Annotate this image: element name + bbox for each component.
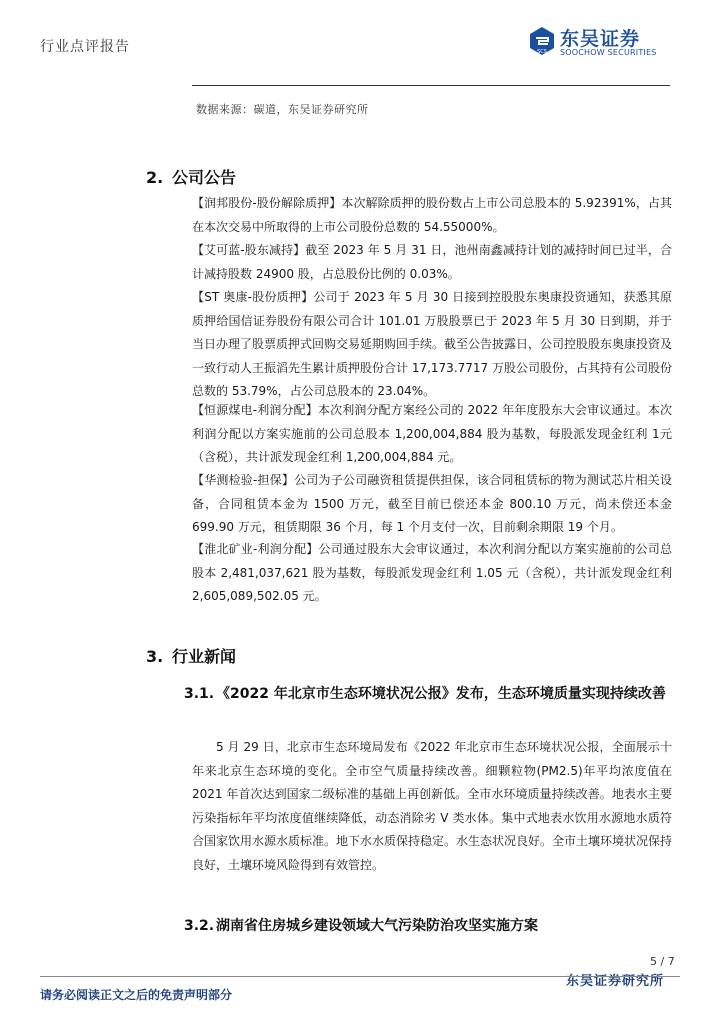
announcement-text: 本次利润分配方案经公司的 2022 年年度股东大会审议通过。本次利润分配以方案实施前的公司总股本 1,200,004,884 股为基数，每股派发现金红利 1元（含税），共计派发现金红利 1,200,004,884 元。 bbox=[192, 403, 672, 464]
section-number: 3. bbox=[146, 647, 164, 666]
section-2-heading bbox=[146, 165, 236, 188]
announcement-text: 截至 2023 年 5 月 31 日，池州南鑫减持计划的减持时间已过半，合计减持股数 24900 股，占总股份比例的 0.03%。 bbox=[192, 243, 672, 281]
announcement-tag: 【华测检验-担保】 bbox=[192, 473, 295, 487]
announcement-tag: 【恒源煤电-利润分配】 bbox=[192, 403, 318, 417]
logo-mark-text: SCS bbox=[537, 49, 547, 55]
section-title: 行业新闻 bbox=[172, 647, 237, 666]
section-number: 2. bbox=[146, 168, 164, 187]
announcement-text: 本次解除质押的股份数占上市公司总股本的 5.92391%，占其在本次交易中所取得的上市公司股份总数的 54.55000%。 bbox=[192, 196, 672, 234]
subsection-title: 湖南省住房城乡建设领域大气污染防治攻坚实施方案 bbox=[216, 918, 538, 934]
logo-chinese-name: 东吴证券 bbox=[560, 28, 641, 50]
data-source-note: 数据来源：碳道，东吴证券研究所 bbox=[196, 103, 369, 116]
announcement-text: 公司通过股东大会审议通过，本次利润分配以方案实施前的公司总股本 2,481,037,621 股为基数，每股派发现金红利 1.05 元（含税），共计派发现金红利 2,605,089,502.05 元。 bbox=[192, 542, 672, 603]
subsection-title: 《2022 年北京市生态环境状况公报》发布，生态环境质量实现持续改善 bbox=[216, 686, 666, 702]
announcement-tag: 【淮北矿业-利润分配】 bbox=[192, 542, 319, 556]
subsection-3-1-heading bbox=[184, 683, 674, 706]
section-3-heading bbox=[146, 644, 236, 667]
footer-disclaimer: 请务必阅读正文之后的免责声明部分 bbox=[40, 988, 233, 1002]
announcement-tag: 【ST 奥康-股份质押】 bbox=[192, 290, 314, 304]
logo-mark-icon bbox=[528, 26, 556, 56]
announcement-item bbox=[192, 286, 672, 404]
logo-english-name: SOOCHOW SECURITIES bbox=[560, 48, 657, 57]
subsection-number: 3.2. bbox=[184, 918, 215, 934]
subsection-number: 3.1. bbox=[184, 686, 215, 702]
announcement-item bbox=[192, 538, 672, 609]
announcement-item bbox=[192, 399, 672, 470]
announcement-item bbox=[192, 469, 672, 540]
company-logo bbox=[528, 24, 688, 60]
section-title: 公司公告 bbox=[172, 168, 237, 187]
announcement-item bbox=[192, 239, 672, 286]
news-body: 5 月 29 日，北京市生态环境局发布《2022 年北京市生态环境状况公报，全面展示十年来北京生态环境的变化。全市空气质量持续改善。细颗粒物(PM2.5)年平均浓度值在 2021 年首次达到国家二级标准的基础上再创新低。全市水环境质量持续改善。地表水主要污染指标年平均浓度值继续降低，动态消除劣 V 类水体。集中式地表水饮用水源地水质符合国家饮用水源水质标准。地下水水质保持稳定。水生态状况良好。全市土壤环境状况保持良好，土壤环境风险得到有效管控。 bbox=[192, 740, 673, 872]
subsection-3-2-heading bbox=[184, 915, 674, 938]
announcement-tag: 【润邦股份-股份解除质押】 bbox=[192, 196, 342, 210]
footer-institute: 东吴证券研究所 bbox=[566, 974, 665, 989]
footer-divider bbox=[40, 976, 680, 977]
header-divider bbox=[192, 85, 670, 86]
announcement-item bbox=[192, 192, 672, 239]
page-number: 5 / 7 bbox=[650, 955, 675, 968]
announcement-text: 公司于 2023 年 5 月 30 日接到控股股东奥康投资通知，获悉其原质押给国信证券股份有限公司合计 101.01 万股股票已于 2023 年 5 月 30 日到期，并于当日办理了股票质押式回购交易延期购回手续。截至公告披露日，公司控股股东奥康投资及一致行动人王振滔先生累计质押股份合计 17,173.7717 万股公司股份，占其持有公司股份总数的 53.79%，占公司总股本的 23.04%。 bbox=[192, 290, 673, 398]
announcement-tag: 【艾可蓝-股东减持】 bbox=[192, 243, 306, 257]
announcement-text: 公司为子公司融资租赁提供担保，该合同租赁标的物为测试芯片相关设备，合同租赁本金为 1500 万元，截至目前已偿还本金 800.10 万元，尚未偿还本金 699.90 万元，租赁期限 36 个月，每 1 个月支付一次，目前剩余期限 19 个月。 bbox=[192, 473, 672, 534]
report-type-label: 行业点评报告 bbox=[40, 39, 130, 55]
